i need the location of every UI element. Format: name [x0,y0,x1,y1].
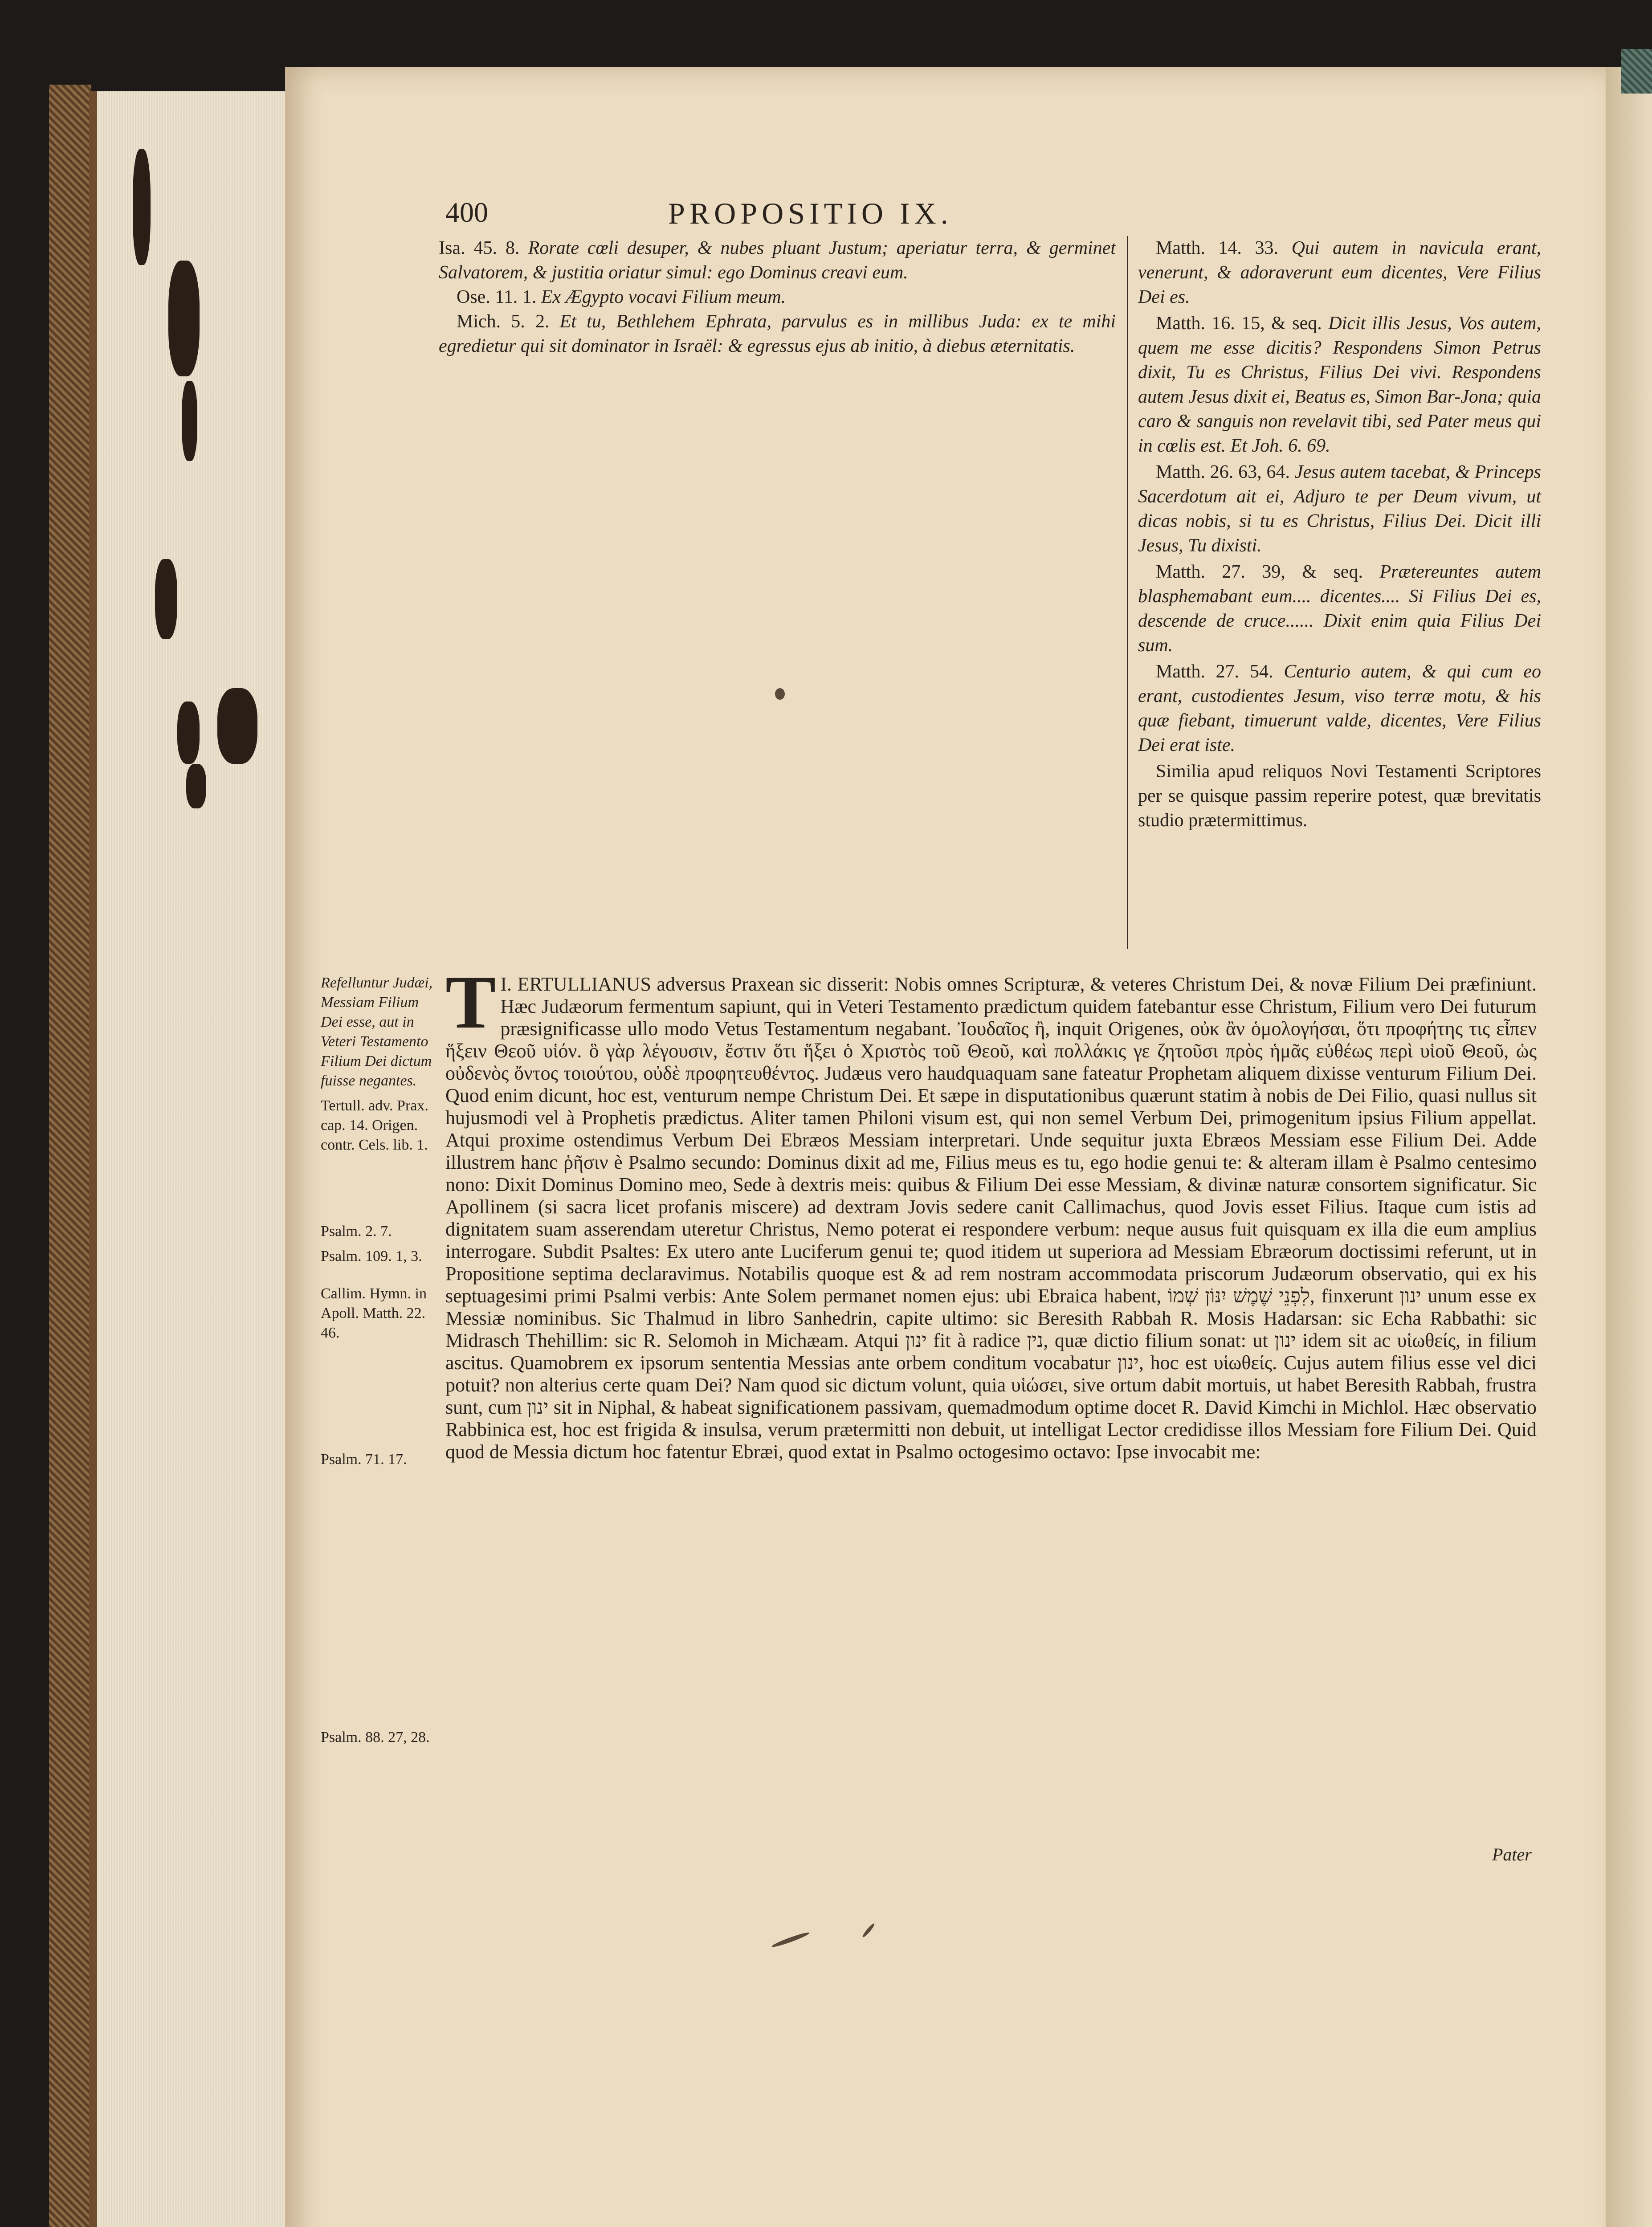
margin-note: Psalm. 2. 7. [321,1223,392,1240]
paper-speck [775,688,785,700]
running-title: PROPOSITIO IX. [668,196,953,230]
margin-notes [321,973,436,1753]
scripture-column-left [439,236,1116,359]
book-page [285,67,1606,2227]
verse-entry [1138,460,1541,558]
verse-entry [439,285,1116,310]
section-number: I. [500,973,512,995]
closing-remark-text: Similia apud reliquos Novi Testamenti Scriptores per se quisque passim reperire potest, quæ brevitatis studio prætermittimus. [1138,761,1541,831]
verse-text: Et tu, Bethlehem Ephrata, parvulus es in millibus Juda: ex te mihi egredietur qui sit dominator in Israël: & egressus ejus ab initio, à diebus æternitatis. [439,311,1116,356]
ink-mark [771,1931,810,1949]
verse-text: Centurio autem, & qui cum eo erant, custodientes Jesum, viso terræ motu, & his quæ fiebant, timuerunt valde, dicentes, Vere Filius Dei erat iste. [1138,661,1541,755]
margin-note: Psalm. 109. 1, 3. [321,1248,422,1264]
column-divider [1127,236,1128,949]
verse-citation: Matth. 26. 63, 64. [1156,462,1290,482]
verse-text: Jesus autem tacebat, & Princeps Sacerdotum ait ei, Adjuro te per Deum vivum, ut dicas nobis, si tu es Christus, Filius Dei. Dicit illi Jesus, Tu dixisti. [1138,462,1541,556]
verse-citation: Matth. 27. 54. [1156,661,1273,682]
catchword: Pater [1492,1844,1532,1864]
main-paragraph: ERTULLIANUS adversus Praxean sic disserit: Nobis omnes Scripturæ, & veteres Christum Dei, & novæ Filium Dei præfiniunt. Hæc Judæorum fermentum sapiunt, qui in Veteri Testamento prædictum quidem fatebantur esse Christum, Filium vero Dei futurum præsignificasse ullo modo Vetus Testamentum negabant. Ἰουδαῖος ἢ, inquit Origenes, οὐκ ἂν ὁμολογήσαι, ὅτι προφήτης τις εἶπεν ἥξειν Θεοῦ υἱόν. ὃ γὰρ λέγουσιν, ἔστιν ὅτι ἥξει ὁ Χριστὸς τοῦ Θεοῦ, καὶ πολλάκις γε ζητοῦσι πρὸς ἡμᾶς εὐθέως περὶ υἱοῦ Θεοῦ, ὡς οὐδενὸς ὄντος τοιούτου, οὐδὲ προφητευθέντος. Judæus vero haudquaquam sane fateatur Prophetam aliquem dixisse venturum Filium Dei. Quod enim dicunt, hoc est, venturum nempe Christum Dei. Et sæpe in disputationibus quærunt statim à nobis de Dei Filio, quasi nullus sit hujusmodi vel à Prophetis prædictus. Aliter tamen Philoni visum est, qui non semel Verbum Dei, primogenitum ipsius Filium appellat. Atqui proxime ostendimus Verbum Dei Ebræos Messiam interpretari. Unde sequitur juxta Ebræos Messiam esse Filium Dei. Adde illustrem hanc ῥῆσιν è Psalmo secundo: Dominus dixit ad me, Filius meus es tu, ego hodie genui te: & alteram illam è Psalmo centesimo nono: Dixit Dominus Domino meo, Sede à dextris meis: quibus & Filium Dei esse Messiam, & divinæ naturæ consortem significatur. Sic Apollinem (si sacra licet profanis miscere) ad dextram Jovis sedere canit Callimachus, quod Jovis esset Filius. Itaque cum istis ad dignitatem suam asserendam uteretur Christus, Nemo poterat ei respondere verbum: neque ausus fuit quisquam ex illa die eum amplius interrogare. Subdit Psaltes: Ex utero ante Luciferum genui te; quod itidem ut superiora ad Messiam Ebræorum doctissimi referunt, ut in Propositione septima declaravimus. Notabilis quoque est & ad rem nostram accommodata priscorum Judæorum observatio, qui ex his septuagesimi primi Psalmi verbis: Ante Solem permanet nomen ejus: ubi Ebraica habent, לִפְנֵי שֶׁמֶשׁ יִנּוֹן שְׁמוֹ, finxerunt ינון unum esse ex Messiæ nominibus. Sic Thalmud in libro Sanhedrin, capite ultimo: sic Beresith Rabbah R. Mosis Hadarsan: sic Echa Rabbathi: sic Midrasch Thehillim: sic R. Selomoh in Michæam. Atqui ינון fit à radice נין, quæ dictio filium sonat: ut ינון idem sit ac υἱωθείς, in filium ascitus. Quamobrem ex ipsorum sententia Messias ante orbem conditum vocabatur ינון, hoc est υἱωθείς. Cujus autem filius esse vel dici potuit? non alterius certe quam Dei? Nam quod sic dictum volunt, quia υἱώσει, sive ortum dabit mortuis, ut habet Beresith Rabbah, frustra sunt, cum ינון sit in Niphal, & habeat significationem passivam, quemadmodum optime docet R. David Kimchi in Michlol. Hæc observatio Rabbinica est, hoc est frigida & insulsa, verum prætermitti non debuit, ut intelligat Lector credidisse illos Messiam fore Filium Dei. Quid quod de Messia dictum hoc fatentur Ebræi, quod extat in Psalmo octogesimo octavo: Ipse invocabit me: [445,973,1537,1463]
verse-entry [1138,311,1541,458]
margin-note: Refelluntur Judæi, Messiam Filium Dei esse, aut in Veteri Testamento Filium Dei dictum fuisse negantes. [321,975,433,1089]
margin-note: Psalm. 71. 17. [321,1451,407,1468]
verse-citation: Matth. 16. 15, & seq. [1156,313,1322,334]
verse-entry [439,236,1116,285]
verse-text: Dicit illis Jesus, Vos autem, quem me esse dicitis? Respondens Simon Petrus dixit, Tu es Christus, Filius Dei vivi. Respondens autem Jesus dixit ei, Beatus es, Simon Bar-Jona; quia caro & sanguis non revelavit tibi, sed Pater meus qui in cœlis est. Et Joh. 6. 69. [1138,313,1541,456]
scripture-column-right [1138,236,1541,835]
verse-text: Ex Ægypto vocavi Filium meum. [541,287,786,307]
verse-citation: Matth. 14. 33. [1156,238,1278,258]
verse-citation: Isa. 45. 8. [439,238,520,258]
drop-cap: T [445,960,496,1044]
margin-note: Tertull. adv. Prax. cap. 14. Origen. contr. Cels. lib. 1. [321,1097,428,1153]
verse-citation: Ose. 11. 1. [457,287,537,307]
verse-entry [439,310,1116,359]
verse-text: Qui autem in navicula erant, venerunt, & adoraverunt eum dicentes, Vere Filius Dei es. [1138,238,1542,307]
verse-text: Prætereuntes autem blasphemabant eum.... dicentes.... Si Filius Dei es, descende de cruce...... Dixit enim quia Filius Dei sum. [1138,562,1541,656]
ink-mark [861,1922,876,1938]
verse-entry [1138,236,1541,310]
margin-note: Psalm. 88. 27, 28. [321,1729,430,1746]
verse-text: Rorate cœli desuper, & nubes pluant Justum; aperiatur terra, & germinet Salvatorem, & justitia oriatur simul: ego Dominus creavi eum. [439,238,1116,283]
page-header [445,196,1537,232]
verse-citation: Mich. 5. 2. [457,311,550,332]
verse-entry [1138,660,1541,758]
margin-note: Callim. Hymn. in Apoll. Matth. 22. 46. [321,1285,427,1341]
page-number: 400 [445,196,488,228]
verse-citation: Matth. 27. 39, & seq. [1156,562,1363,582]
closing-remark [1138,759,1541,833]
verse-entry [1138,560,1541,658]
main-text [445,960,1537,1463]
